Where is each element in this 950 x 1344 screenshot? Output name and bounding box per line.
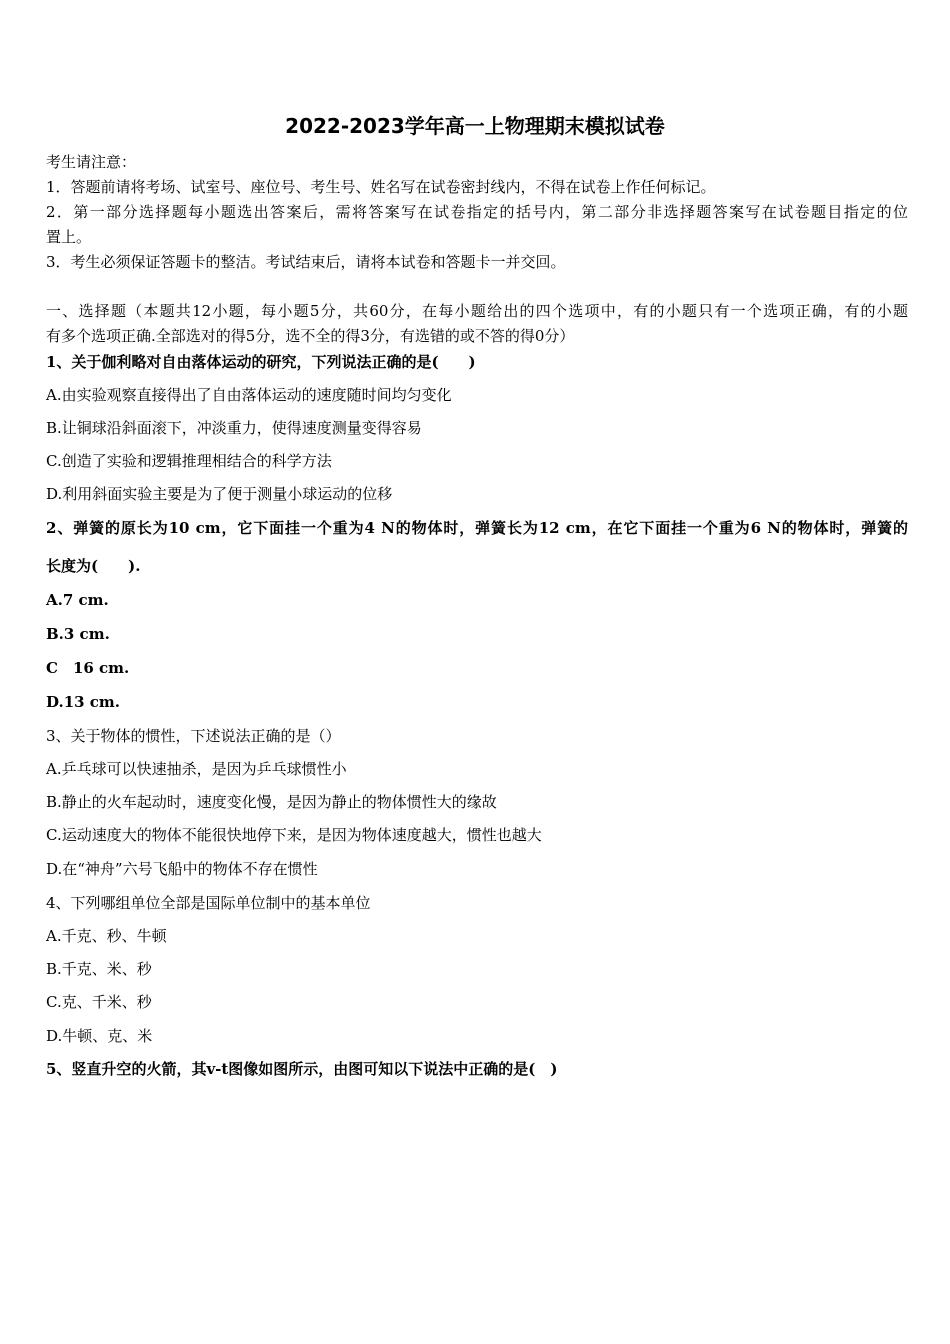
question-2-stem-line-2: 长度为( ). [46,557,141,575]
question-3-option-c: C.运动速度大的物体不能很快地停下来，是因为物体速度越大，惯性也越大 [46,826,542,844]
page-title: 2022-2023学年高一上物理期末模拟试卷 [285,114,665,138]
question-2-option-c: C 16 cm. [46,659,130,677]
notice-item-2-line-1: 2．第一部分选择题每小题选出答案后，需将答案写在试卷指定的括号内，第二部分非选择题答案写在试卷题目指定的位 [46,203,908,221]
question-1-option-d: D.利用斜面实验主要是为了便于测量小球运动的位移 [46,485,393,503]
question-4-option-c: C.克、千米、秒 [46,993,152,1011]
question-4-option-a: A.千克、秒、牛顿 [46,927,167,945]
notice-item-1: 1．答题前请将考场、试室号、座位号、考生号、姓名写在试卷密封线内，不得在试卷上作任何标记。 [46,178,716,196]
notice-heading: 考生请注意： [46,153,137,171]
question-2-option-a: A.7 cm. [46,591,109,609]
question-4-stem: 4、下列哪组单位全部是国际单位制中的基本单位 [46,894,371,912]
question-2-option-b: B.3 cm. [46,625,110,643]
notice-item-2-line-2: 置上。 [46,228,92,246]
question-4-option-d: D.牛顿、克、米 [46,1027,153,1045]
question-1-stem: 1、关于伽利略对自由落体运动的研究，下列说法正确的是( ) [46,353,476,371]
question-3-stem: 3、关于物体的惯性，下述说法正确的是（） [46,727,341,745]
question-1-option-c: C.创造了实验和逻辑推理相结合的科学方法 [46,452,332,470]
question-3-option-b: B.静止的火车起动时，速度变化慢，是因为静止的物体惯性大的缘故 [46,793,497,811]
question-1-option-a: A.由实验观察直接得出了自由落体运动的速度随时间均匀变化 [46,386,452,404]
question-2-option-d: D.13 cm. [46,693,121,711]
question-2-stem-line-1: 2、弹簧的原长为10 cm，它下面挂一个重为4 N的物体时，弹簧长为12 cm，在它下面挂一个重为6 N的物体时，弹簧的 [46,519,908,537]
question-1-option-b: B.让铜球沿斜面滚下，冲淡重力，使得速度测量变得容易 [46,419,422,437]
question-3-option-d: D.在“神舟”六号飞船中的物体不存在惯性 [46,860,318,878]
question-3-option-a: A.乒乓球可以快速抽杀，是因为乒乓球惯性小 [46,760,347,778]
section-heading-line-1: 一、选择题（本题共12小题，每小题5分，共60分，在每小题给出的四个选项中，有的小题只有一个选项正确，有的小题 [46,302,908,320]
notice-item-3: 3．考生必须保证答题卡的整洁。考试结束后，请将本试卷和答题卡一并交回。 [46,253,566,271]
section-heading-line-2: 有多个选项正确.全部选对的得5分，选不全的得3分，有选错的或不答的得0分） [46,327,575,345]
question-5-stem: 5、竖直升空的火箭，其v-t图像如图所示，由图可知以下说法中正确的是( ) [46,1060,558,1078]
question-4-option-b: B.千克、米、秒 [46,960,152,978]
